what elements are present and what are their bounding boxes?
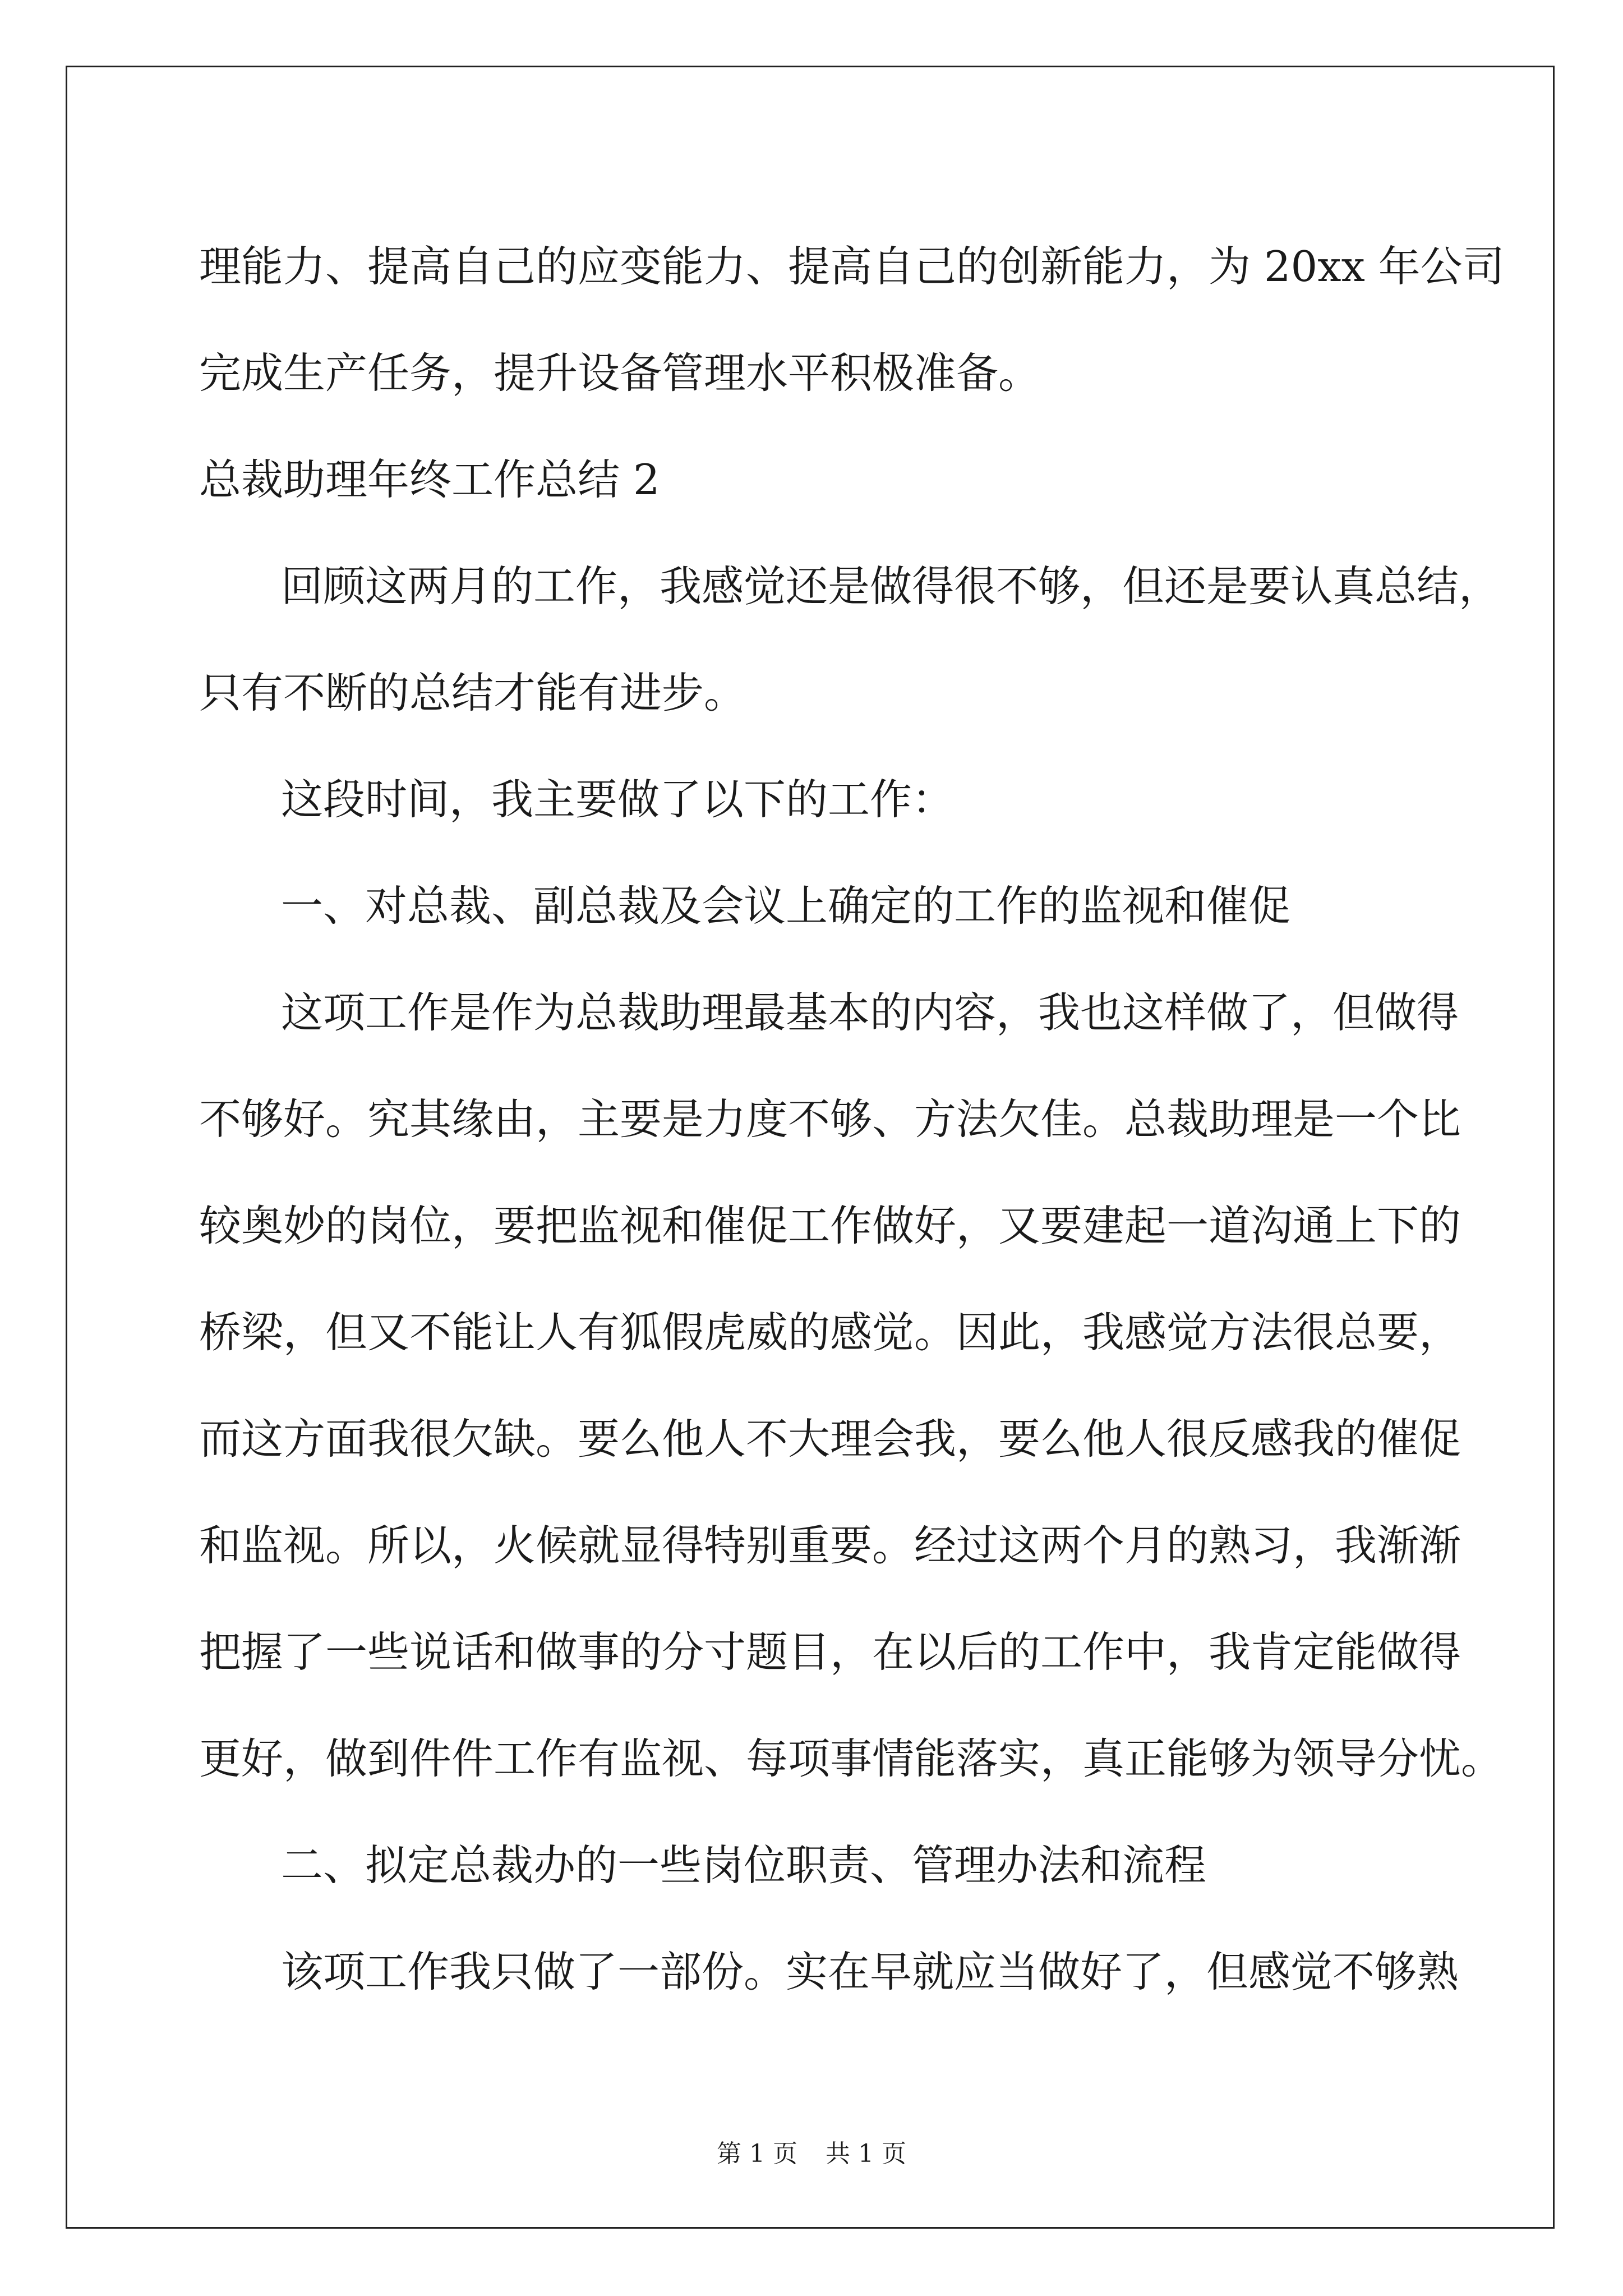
page-total: 共 1 页 xyxy=(826,2139,906,2168)
page-number: 第 1 页 xyxy=(717,2139,797,2168)
text-line: 这段时间，我主要做了以下的工作： xyxy=(281,775,955,824)
subsection-heading: 一、对总裁、副总裁及会议上确定的工作的监视和催促 xyxy=(281,881,1291,931)
text-line: 而这方面我很欠缺。要么他人不大理会我，要么他人很反感我的催促 xyxy=(199,1414,1461,1464)
text-line: 较奥妙的岗位，要把监视和催促工作做好，又要建起一道沟通上下的 xyxy=(199,1201,1461,1250)
text-line: 理能力、提高自己的应变能力、提高自己的创新能力，为 20xx 年公司 xyxy=(199,242,1505,291)
text-line: 和监视。所以，火候就显得特别重要。经过这两个月的熟习，我渐渐 xyxy=(199,1521,1461,1570)
text-line: 更好，做到件件工作有监视、每项事情能落实，真正能够为领导分忧。 xyxy=(199,1734,1504,1783)
text-line: 这项工作是作为总裁助理最基本的内容，我也这样做了，但做得 xyxy=(281,988,1459,1037)
document-body xyxy=(199,213,1505,2025)
text-line: 回顾这两月的工作，我感觉还是做得很不够，但还是要认真总结， xyxy=(281,562,1501,611)
text-line: 完成生产任务，提升设备管理水平积极准备。 xyxy=(199,348,1041,398)
page-footer xyxy=(0,2137,1623,2171)
section-heading: 总裁助理年终工作总结 2 xyxy=(199,455,660,504)
text-line: 把握了一些说话和做事的分寸题目，在以后的工作中，我肯定能做得 xyxy=(199,1627,1461,1677)
text-line: 桥梁，但又不能让人有狐假虎威的感觉。因此，我感觉方法很总要， xyxy=(199,1308,1461,1357)
subsection-heading: 二、拟定总裁办的一些岗位职责、管理办法和流程 xyxy=(281,1841,1207,1890)
text-line: 不够好。究其缘由，主要是力度不够、方法欠佳。总裁助理是一个比 xyxy=(199,1094,1461,1144)
text-line: 该项工作我只做了一部份。实在早就应当做好了，但感觉不够熟 xyxy=(281,1947,1459,1996)
text-line: 只有不断的总结才能有进步。 xyxy=(199,668,746,717)
